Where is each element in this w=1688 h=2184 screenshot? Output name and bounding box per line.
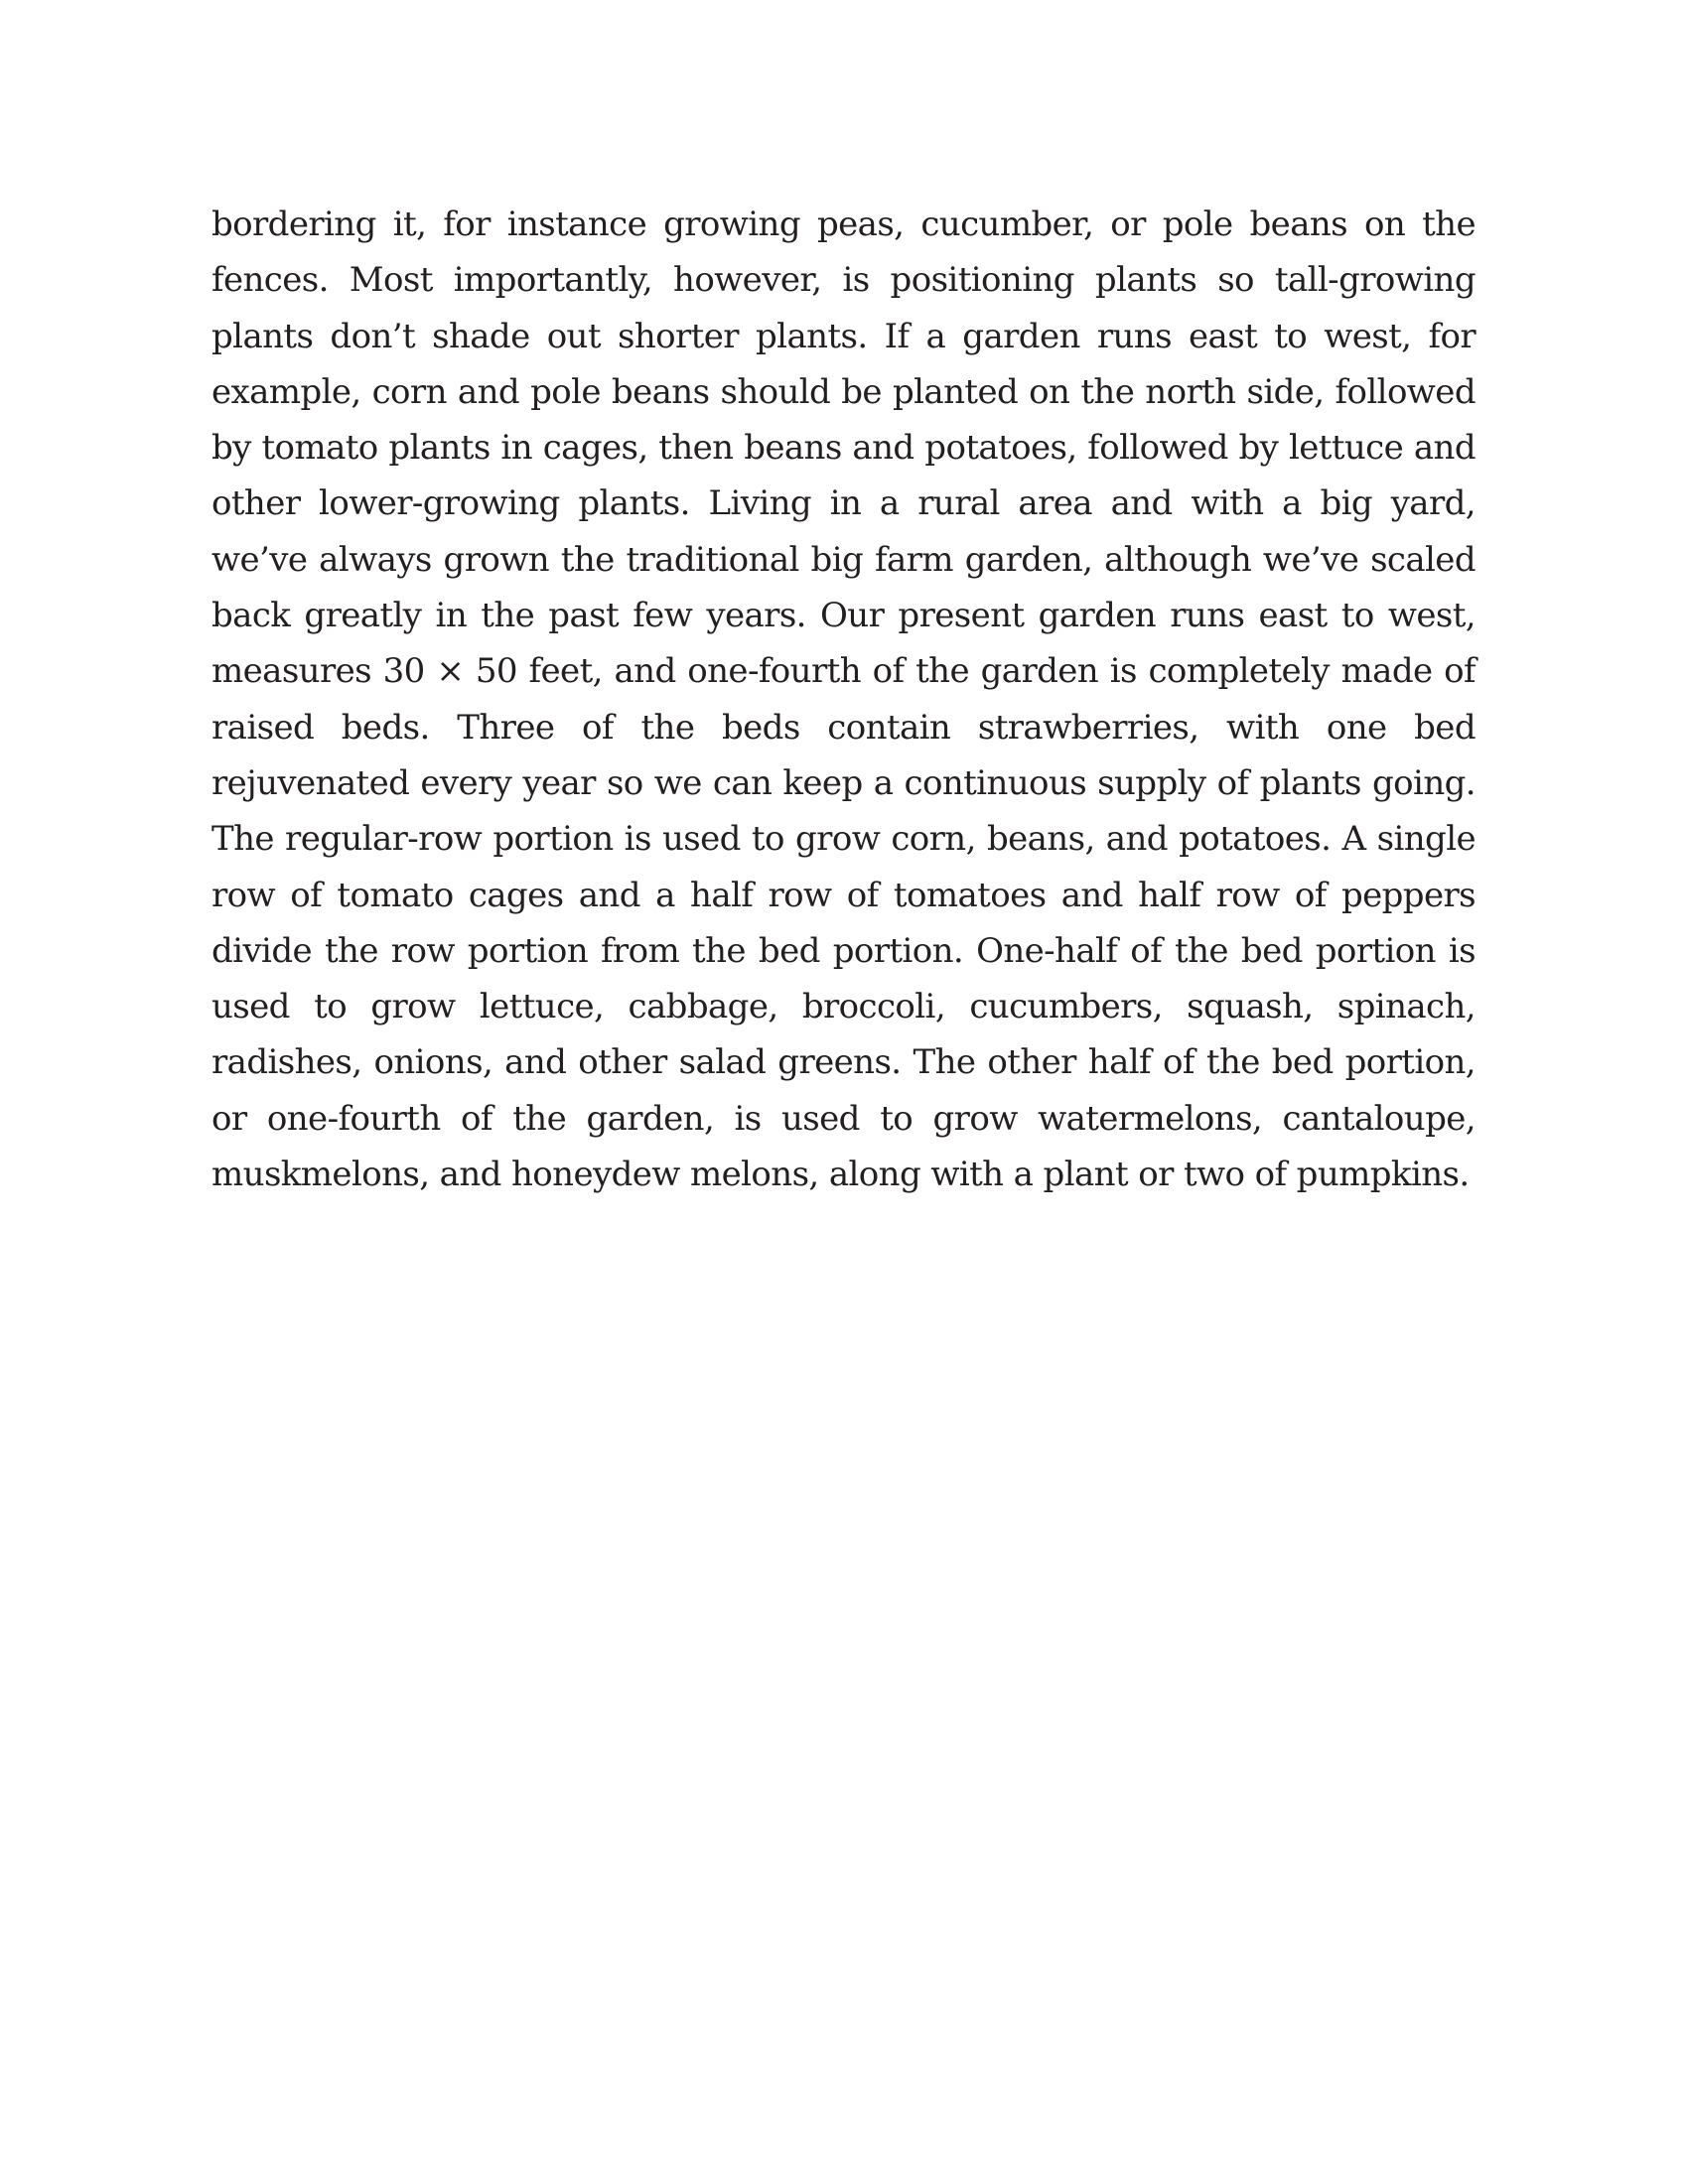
body-paragraph: bordering it, for instance growing peas, cucumber, or pole beans on the fences. Most importantly, however, is positioning plants so tall-growing plants don’t shade out shorter plants. If a garden runs east to west, for example, corn and pole beans should be planted on the north side, followed by tomato plants in cages, then beans and potatoes, followed by lettuce and other lower-growing plants. Living in a rural area and with a big yard, we’ve always grown the traditional big farm garden, although we’ve scaled back greatly in the past few years. Our present garden runs east to west, measures 30 × 50 feet, and one-fourth of the garden is completely made of raised beds. Three of the beds contain strawberries, with one bed rejuvenated every year so we can keep a continuous supply of plants going. The regular-row portion is used to grow corn, beans, and potatoes. A single row of tomato cages and a half row of tomatoes and half row of peppers divide the row portion from the bed portion. One-half of the bed portion is used to grow lettuce, cabbage, broccoli, cucumbers, squash, spinach, radishes, onions, and other salad greens. The other half of the bed portion, or one-fourth of the garden, is used to grow watermelons, cantaloupe, muskmelons, and honeydew melons, along with a plant or two of pumpkins. [211,205,1476,1195]
